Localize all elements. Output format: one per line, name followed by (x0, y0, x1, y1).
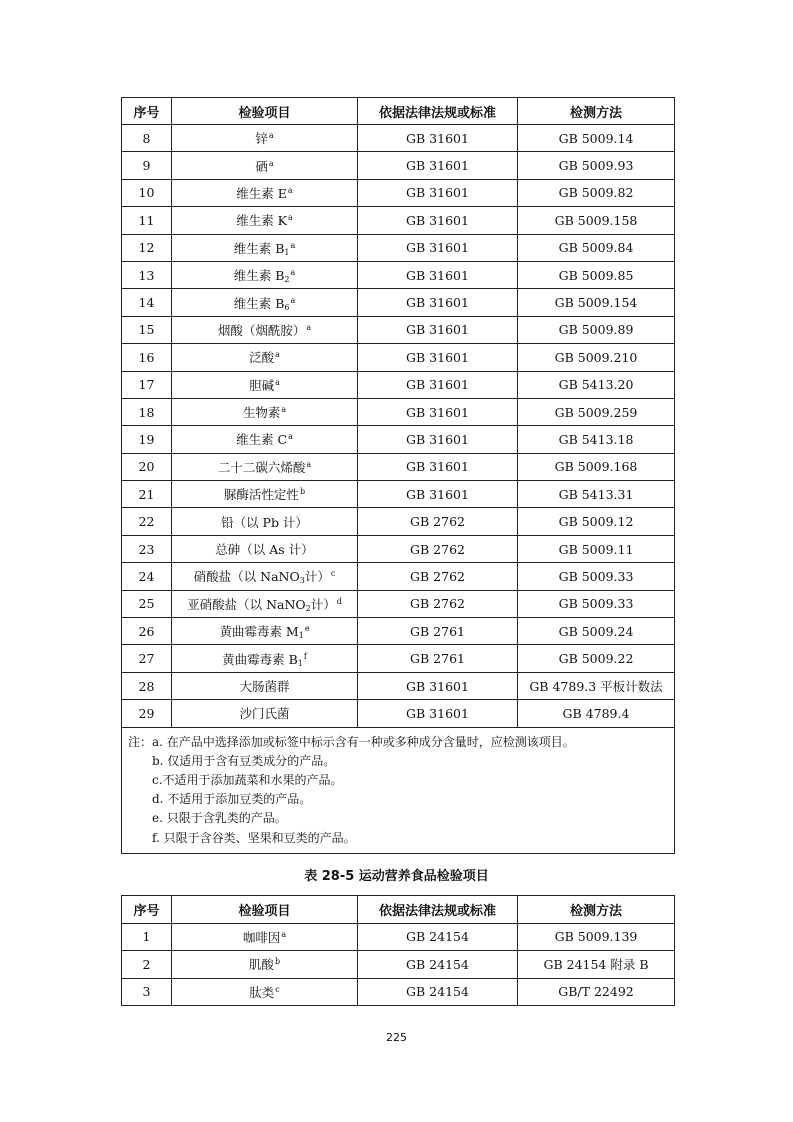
footnote-marker: a (281, 929, 287, 939)
item-name: 维生素 B (233, 268, 285, 284)
item-name: 铅（以 Pb 计） (221, 514, 308, 530)
footnote-marker: a (287, 185, 293, 195)
header-no: 序号 (122, 896, 172, 924)
test-method: GB/T 22492 (518, 978, 675, 1006)
table-row (122, 978, 675, 1006)
footnote-marker: d (336, 596, 342, 606)
standard-reference: GB 24154 (358, 951, 518, 979)
table-row (122, 700, 675, 727)
standard-reference: GB 31601 (358, 398, 518, 425)
notes-row (122, 727, 675, 853)
test-method: GB 5413.31 (518, 481, 675, 508)
item-subscript: 2 (284, 275, 290, 285)
standard-reference: GB 31601 (358, 207, 518, 234)
item-name: 亚硝酸盐（以 NaNO (187, 596, 306, 612)
standard-reference: GB 31601 (358, 289, 518, 316)
row-number: 12 (122, 234, 172, 261)
item-name: 咖啡因 (242, 929, 281, 945)
test-method: GB 5009.14 (518, 125, 675, 152)
notes-cell (122, 727, 675, 853)
inspection-item (172, 923, 358, 951)
item-name: 胆碱 (249, 377, 275, 393)
test-method: GB 5009.139 (518, 923, 675, 951)
footnote-marker: a (275, 350, 280, 360)
table-row (122, 618, 675, 645)
table-row (122, 672, 675, 699)
row-number: 21 (122, 481, 172, 508)
standard-reference: GB 31601 (358, 426, 518, 453)
table-row (122, 398, 675, 425)
inspection-item (172, 535, 358, 562)
note-line: 注：a. 在产品中选择添加或标签中标示含有一种或多种成分含量时，应检测该项目。 (128, 734, 575, 749)
row-number: 28 (122, 672, 172, 699)
item-name: 硝酸盐（以 NaNO (193, 569, 300, 585)
note-line: c.不适用于添加蔬菜和水果的产品。 (152, 773, 343, 787)
item-name: 泛酸 (249, 350, 275, 366)
standard-reference: GB 2762 (358, 563, 518, 590)
inspection-item (172, 978, 358, 1006)
footnote-marker: a (281, 405, 287, 415)
test-method: GB 5009.89 (518, 316, 675, 343)
table-row (122, 645, 675, 672)
standard-reference: GB 31601 (358, 316, 518, 343)
row-number: 19 (122, 426, 172, 453)
table-row (122, 371, 675, 398)
inspection-item (172, 672, 358, 699)
inspection-item (172, 234, 358, 261)
footnote-marker: a (288, 432, 293, 442)
row-number: 26 (122, 618, 172, 645)
row-number: 18 (122, 398, 172, 425)
footnote-marker: c (330, 569, 336, 579)
row-number: 25 (122, 590, 172, 617)
test-method: GB 24154 附录 B (518, 951, 675, 979)
footnote-marker: b (299, 487, 306, 497)
inspection-item (172, 261, 358, 288)
row-number: 15 (122, 316, 172, 343)
item-name: 黄曲霉毒素 M (219, 624, 299, 640)
inspection-item (172, 289, 358, 316)
row-number: 14 (122, 289, 172, 316)
item-name: 生物素 (242, 405, 281, 421)
standard-reference: GB 2762 (358, 535, 518, 562)
row-number: 1 (122, 923, 172, 951)
footnote-marker: e (304, 624, 310, 634)
item-subscript: 3 (299, 576, 305, 586)
standard-reference: GB 31601 (358, 125, 518, 152)
inspection-item (172, 207, 358, 234)
standard-reference: GB 31601 (358, 371, 518, 398)
table-caption: 表 28-5 运动营养食品检验项目 (304, 869, 489, 884)
note-line: b. 仅适用于含有豆类成分的产品。 (152, 753, 336, 768)
test-method: GB 5009.85 (518, 261, 675, 288)
footnote-marker: a (306, 322, 312, 332)
table-row (122, 923, 675, 951)
table-row (122, 590, 675, 617)
inspection-item (172, 645, 358, 672)
test-method: GB 5009.24 (518, 618, 675, 645)
table-row (122, 508, 675, 535)
row-number: 24 (122, 563, 172, 590)
footnote-marker: a (290, 240, 296, 250)
test-method: GB 5009.84 (518, 234, 675, 261)
test-method: GB 5009.33 (518, 563, 675, 590)
item-name: 锌 (255, 131, 268, 147)
inspection-item (172, 590, 358, 617)
header-standard: 依据法律法规或标准 (358, 98, 518, 125)
test-method: GB 5009.158 (518, 207, 675, 234)
test-method: GB 4789.4 (518, 700, 675, 727)
item-name: 烟酸（烟酰胺） (217, 322, 306, 338)
footnote-marker: a (306, 459, 312, 469)
inspection-item (172, 125, 358, 152)
standard-reference: GB 31601 (358, 453, 518, 480)
test-method: GB 5009.12 (518, 508, 675, 535)
standard-reference: GB 31601 (358, 700, 518, 727)
table-row (122, 152, 675, 179)
standard-reference: GB 31601 (358, 261, 518, 288)
footnote-marker: a (290, 268, 296, 278)
test-method: GB 5413.18 (518, 426, 675, 453)
table-row (122, 563, 675, 590)
standard-reference: GB 31601 (358, 481, 518, 508)
inspection-item (172, 481, 358, 508)
table-row (122, 179, 675, 206)
inspection-item (172, 563, 358, 590)
inspection-item (172, 453, 358, 480)
table-row (122, 481, 675, 508)
item-subscript: 1 (298, 631, 304, 641)
row-number: 13 (122, 261, 172, 288)
header-method: 检测方法 (518, 896, 675, 924)
footnote-marker: f (303, 651, 307, 661)
row-number: 17 (122, 371, 172, 398)
test-method: GB 5009.210 (518, 344, 675, 371)
standard-reference: GB 2762 (358, 508, 518, 535)
standard-reference: GB 24154 (358, 923, 518, 951)
item-suffix: 计） (310, 596, 336, 612)
header-item: 检验项目 (172, 98, 358, 125)
inspection-table-28-4 (121, 97, 675, 854)
inspection-item (172, 951, 358, 979)
test-method: GB 5009.11 (518, 535, 675, 562)
standard-reference: GB 31601 (358, 672, 518, 699)
test-method: GB 5009.168 (518, 453, 675, 480)
test-method: GB 5413.20 (518, 371, 675, 398)
table-row (122, 453, 675, 480)
item-name: 二十二碳六烯酸 (217, 459, 306, 475)
header-item: 检验项目 (172, 896, 358, 924)
table-header-row (122, 98, 675, 125)
item-name: 维生素 E (236, 185, 287, 201)
test-method: GB 5009.82 (518, 179, 675, 206)
row-number: 3 (122, 978, 172, 1006)
row-number: 23 (122, 535, 172, 562)
note-line: e. 只限于含乳类的产品。 (152, 811, 287, 826)
inspection-item (172, 398, 358, 425)
test-method: GB 5009.22 (518, 645, 675, 672)
item-name: 维生素 B (233, 295, 285, 311)
row-number: 11 (122, 207, 172, 234)
row-number: 22 (122, 508, 172, 535)
item-name: 维生素 K (236, 213, 288, 229)
inspection-item (172, 316, 358, 343)
row-number: 9 (122, 152, 172, 179)
standard-reference: GB 31601 (358, 234, 518, 261)
item-name: 脲酶活性定性 (223, 487, 299, 503)
table-row (122, 316, 675, 343)
standard-reference: GB 31601 (358, 152, 518, 179)
inspection-item (172, 179, 358, 206)
test-method: GB 5009.154 (518, 289, 675, 316)
inspection-item (172, 700, 358, 727)
inspection-table-28-5 (121, 895, 675, 1006)
row-number: 20 (122, 453, 172, 480)
table-row (122, 344, 675, 371)
standard-reference: GB 31601 (358, 179, 518, 206)
row-number: 8 (122, 125, 172, 152)
item-subscript: 1 (284, 247, 290, 257)
table-row (122, 207, 675, 234)
item-suffix: 计） (304, 569, 330, 585)
table-row (122, 261, 675, 288)
footnote-marker: a (275, 377, 280, 387)
table-row (122, 535, 675, 562)
footnote-marker: a (268, 131, 274, 141)
item-name: 肽类 (249, 984, 275, 1000)
note-line: f. 只限于含谷类、坚果和豆类的产品。 (152, 830, 356, 845)
table-row (122, 951, 675, 979)
standard-reference: GB 2761 (358, 618, 518, 645)
row-number: 27 (122, 645, 172, 672)
row-number: 2 (122, 951, 172, 979)
footnote-marker: a (268, 158, 274, 168)
inspection-item (172, 618, 358, 645)
note-line: d. 不适用于添加豆类的产品。 (152, 792, 312, 807)
standard-reference: GB 2761 (358, 645, 518, 672)
item-name: 大肠菌群 (239, 679, 290, 694)
footnote-marker: a (288, 213, 293, 223)
table-header-row (122, 896, 675, 924)
test-method: GB 5009.93 (518, 152, 675, 179)
item-subscript: 2 (305, 603, 311, 613)
standard-reference: GB 2762 (358, 590, 518, 617)
item-name: 沙门氏菌 (239, 706, 290, 722)
item-name: 硒 (255, 158, 268, 174)
header-no: 序号 (122, 98, 172, 125)
table-row (122, 426, 675, 453)
row-number: 29 (122, 700, 172, 727)
inspection-item (172, 426, 358, 453)
item-name: 维生素 B (233, 240, 285, 256)
footnote-marker: c (275, 984, 280, 994)
inspection-item (172, 152, 358, 179)
item-name: 维生素 C (236, 432, 288, 448)
test-method: GB 5009.259 (518, 398, 675, 425)
inspection-item (172, 508, 358, 535)
page-number: 225 (386, 1031, 407, 1044)
item-subscript: 6 (284, 302, 290, 312)
table-row (122, 125, 675, 152)
header-method: 检测方法 (518, 98, 675, 125)
test-method: GB 4789.3 平板计数法 (518, 672, 675, 699)
footnote-marker: b (274, 957, 281, 967)
inspection-item (172, 344, 358, 371)
inspection-item (172, 371, 358, 398)
row-number: 16 (122, 344, 172, 371)
item-name: 肌酸 (248, 957, 274, 973)
row-number: 10 (122, 179, 172, 206)
test-method: GB 5009.33 (518, 590, 675, 617)
item-name: 黄曲霉毒素 B (222, 651, 298, 667)
header-standard: 依据法律法规或标准 (358, 896, 518, 924)
table-row (122, 289, 675, 316)
item-name: 总砷（以 As 计） (215, 542, 314, 558)
standard-reference: GB 24154 (358, 978, 518, 1006)
item-subscript: 1 (297, 658, 303, 668)
standard-reference: GB 31601 (358, 344, 518, 371)
table-row (122, 234, 675, 261)
footnote-marker: a (290, 295, 296, 305)
